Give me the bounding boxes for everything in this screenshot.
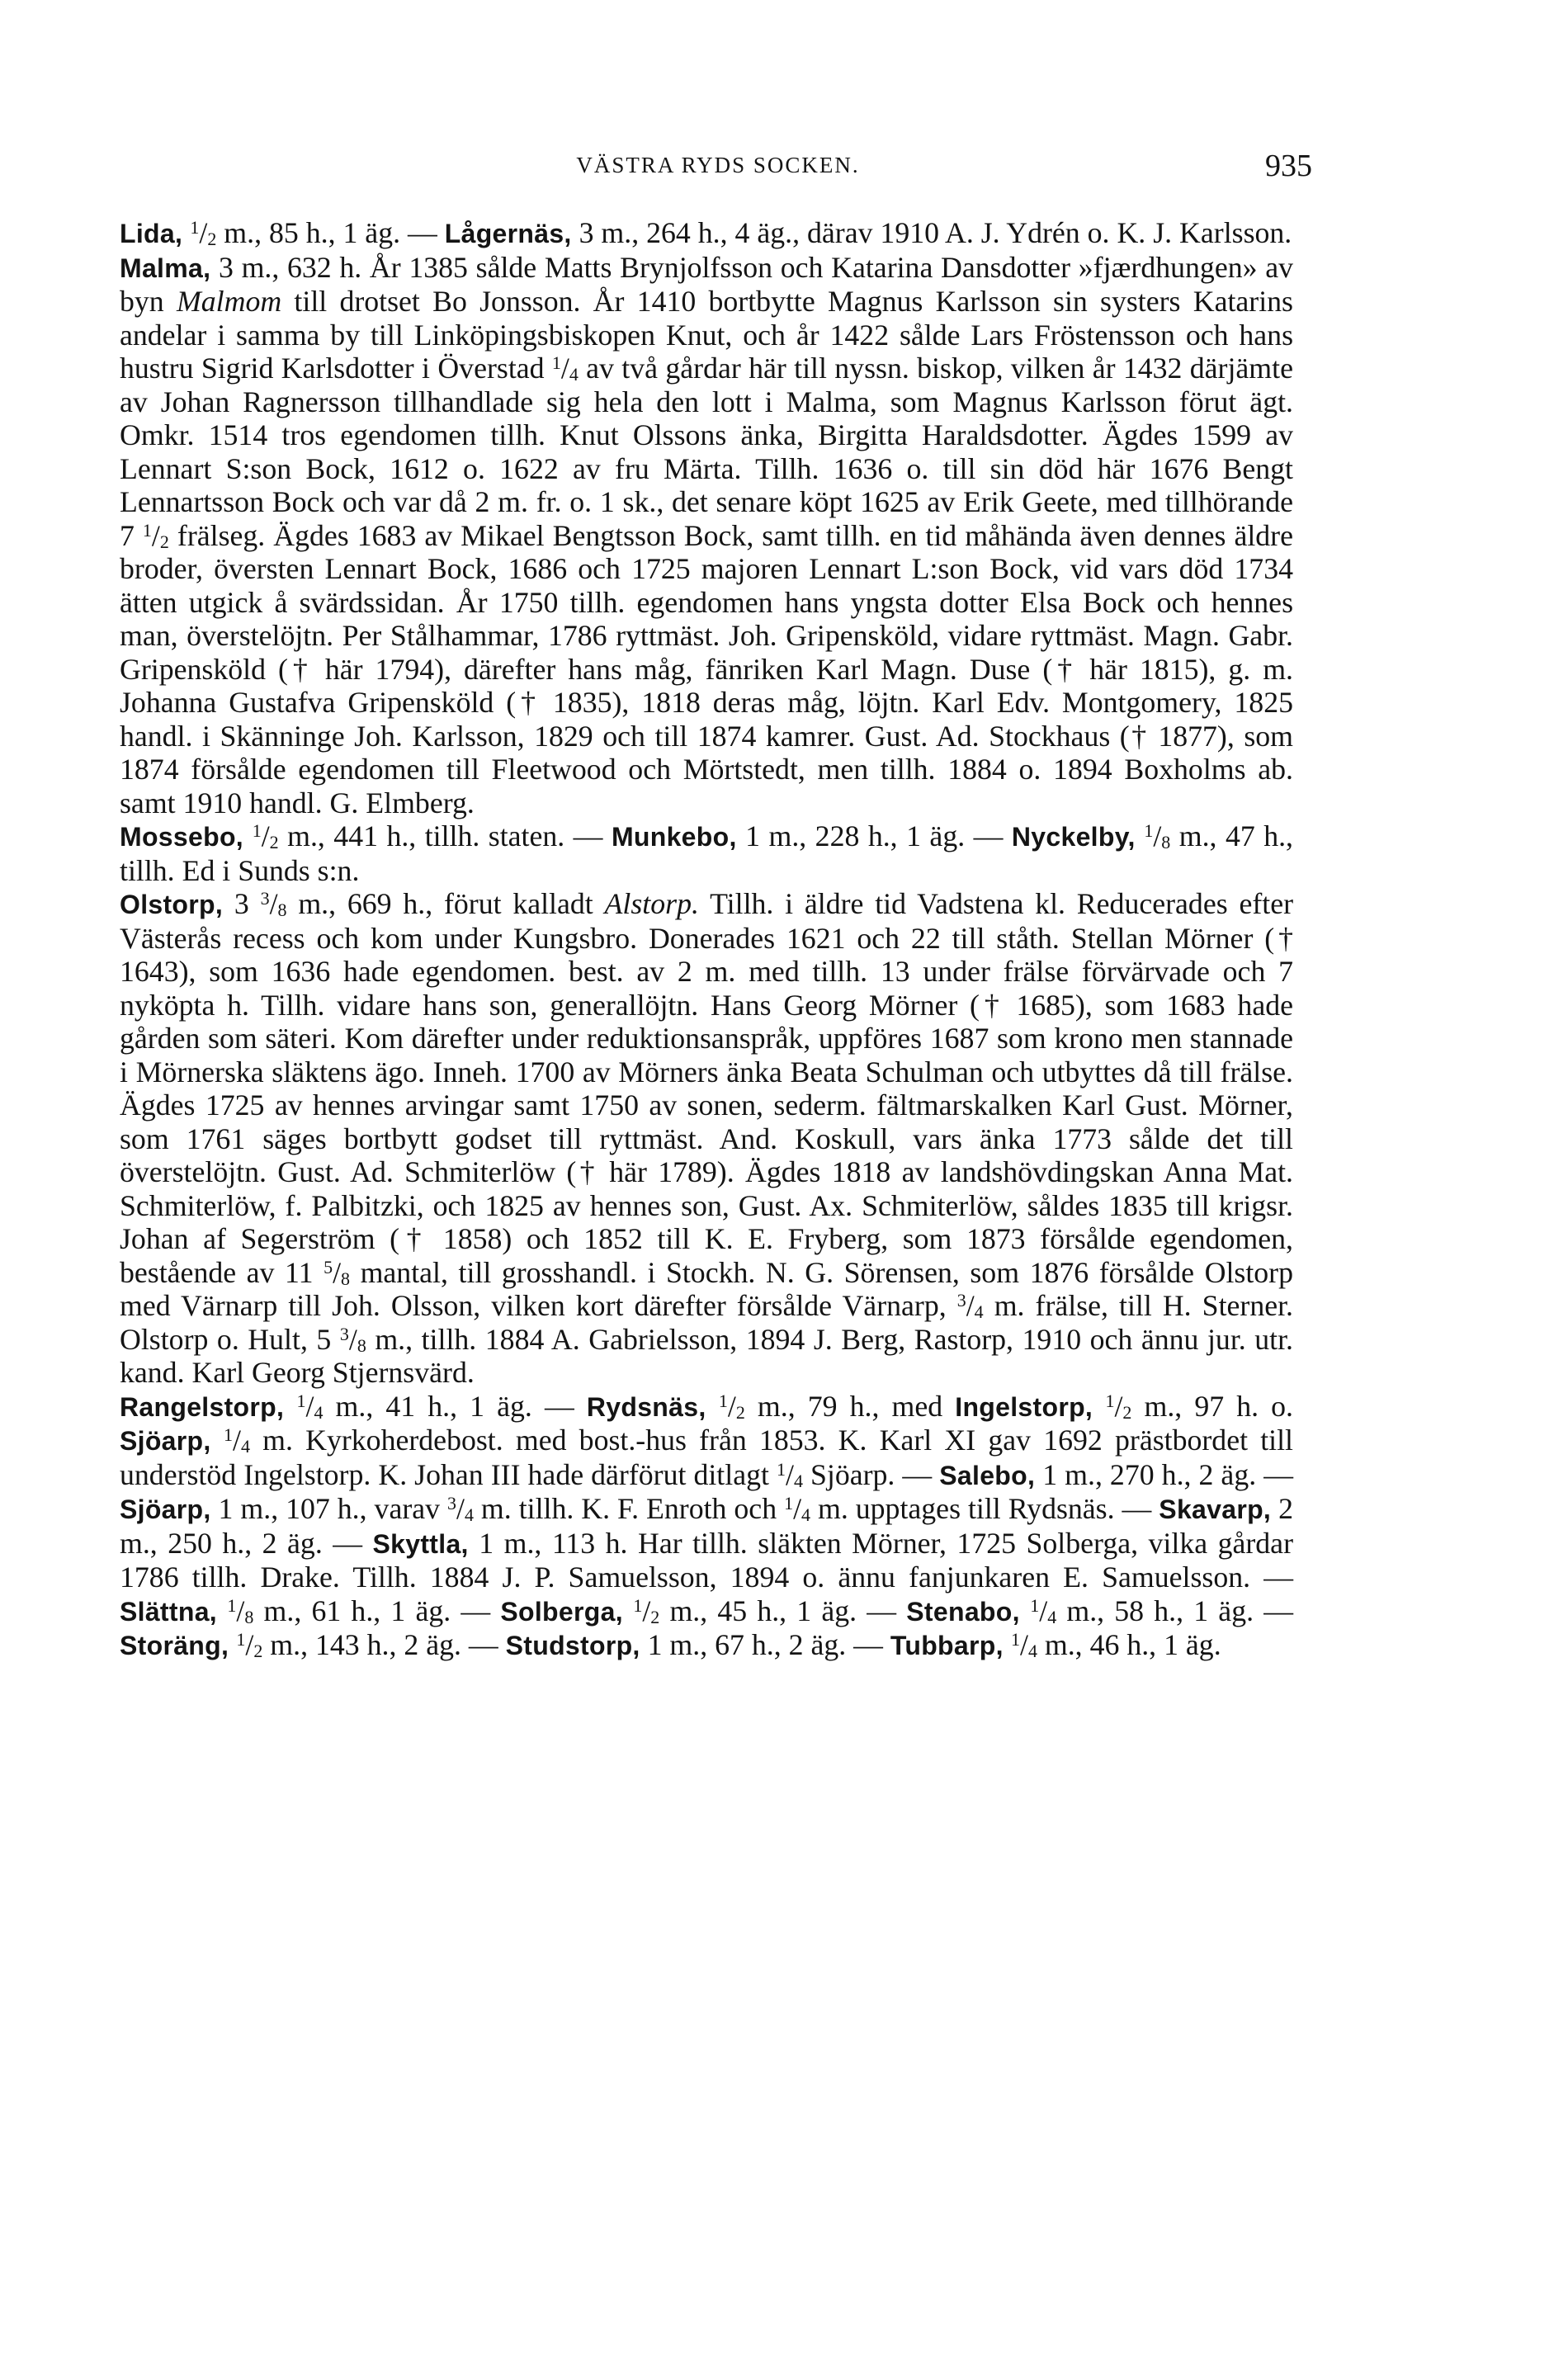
text-run: 1 m., 113 h. Har tillh. släkten Mörner, 1725 Solberga, vilka gårdar 1786 tillh. Drake. Tillh. 1884 J. P. Samuelsson, 1894 o. ännu fanjunkaren E. Samuelsson. — bbox=[120, 1526, 1293, 1594]
paragraph-malma bbox=[120, 251, 1293, 820]
text-run: / bbox=[727, 1389, 736, 1423]
text-run: / bbox=[456, 1492, 465, 1525]
fraction-part: 1 bbox=[236, 1629, 246, 1650]
place-name: Munkebo, bbox=[611, 822, 737, 852]
text-run: 1 m., 270 h., 2 äg. — bbox=[1035, 1457, 1294, 1491]
place-name: Lågernäs, bbox=[444, 219, 572, 248]
place-name: Solberga, bbox=[500, 1596, 634, 1627]
text-run: mantal, till grosshandl. i Stockh. N. G. Sörensen, som 1876 försålde Olstorp med Värnarp till Joh. Olsson, vilken kort därefter försålde Värnarp, bbox=[120, 1255, 1293, 1322]
text-run: m., 143 h., 2 äg. — bbox=[262, 1628, 506, 1661]
fraction-part: 2 bbox=[650, 1606, 660, 1627]
fraction-part: 1 bbox=[776, 1458, 786, 1480]
fraction-part: 2 bbox=[159, 531, 169, 552]
text-run: m., 97 h. o. bbox=[1131, 1389, 1293, 1423]
fraction-part: 1 bbox=[1144, 820, 1154, 841]
text-run: frälseg. Ägdes 1683 av Mikael Bengtsson Bock, samt tillh. en tid måhända även dennes äldre broder, översten Lennart Bock, 1686 och 1725 majoren Lennart L:son Bock, vid vars död 1734 ätten utgick å svärdssidan. År 1750 tillh. egendomen hans yngsta dotter Elsa Bock och hennes man, överstelöjtn. Per Stålhammar, 1786 ryttmäst. Joh. Gripensköld, vidare ryttmäst. Magn. Gabr. Gripensköld († här 1794), därefter hans måg, fänriken Karl Magn. Duse († här 1815), g. m. Johanna Gustafva Gripensköld († 1835), 1818 deras måg, löjtn. Karl Edv. Montgomery, 1825 handl. i Skänninge Joh. Karlsson, 1829 och till 1874 kamrer. Gust. Ad. Stockhaus († 1877), som 1874 försålde egendomen till Fleetwood och Mörtstedt, men tillh. 1884 o. 1894 Boxholms ab. samt 1910 handl. G. Elmberg. bbox=[120, 518, 1293, 819]
text-run: m., 46 h., 1 äg. bbox=[1037, 1628, 1221, 1661]
fraction-part: 1 bbox=[190, 217, 200, 238]
fraction-part: 4 bbox=[801, 1504, 811, 1525]
fraction-part: 1 bbox=[224, 1424, 233, 1445]
fraction-part: 5 bbox=[324, 1256, 333, 1277]
text-run: 3 m., 632 h. År 1385 sålde Matts Brynjolfsson och Katarina Dansdotter »fjærdhungen» av byn bbox=[120, 250, 1293, 318]
text-run: m. Kyrkoherdebost. med bost.-hus från 1853. K. Karl XI gav 1692 prästbordet till understöd Ingelstorp. K. Johan III hade därförut ditlagt bbox=[120, 1424, 1294, 1491]
text-run: 1 m., 107 h., varav bbox=[210, 1492, 448, 1525]
text-run: / bbox=[793, 1492, 802, 1525]
text-run: 2 m., 250 h., 2 äg. — bbox=[120, 1492, 1293, 1560]
text-run: / bbox=[333, 1255, 342, 1289]
fraction-part: 8 bbox=[357, 1334, 366, 1356]
place-name: Rydsnäs, bbox=[586, 1391, 719, 1422]
place-name: Storäng, bbox=[120, 1631, 237, 1660]
paragraph-mossebo bbox=[120, 819, 1293, 887]
place-name: Stenabo, bbox=[906, 1596, 1031, 1627]
fraction-part: 4 bbox=[569, 364, 579, 385]
fraction-part: 1 bbox=[296, 1390, 306, 1411]
text-run: m. upptages till Rydsnäs. — bbox=[810, 1492, 1159, 1525]
fraction-part: 3 bbox=[447, 1493, 457, 1513]
text-run: / bbox=[245, 1628, 254, 1661]
running-head: VÄSTRA RYDS SOCKEN. bbox=[576, 153, 860, 177]
body-text bbox=[120, 216, 1293, 1663]
fraction-part: 4 bbox=[464, 1504, 474, 1525]
fraction-part: 1 bbox=[718, 1390, 728, 1411]
text-run: / bbox=[1019, 1628, 1028, 1661]
text-run: / bbox=[1039, 1594, 1048, 1627]
fraction-part: 2 bbox=[1122, 1401, 1132, 1423]
text-run: / bbox=[966, 1289, 975, 1322]
text-run: / bbox=[642, 1594, 651, 1627]
fraction-part: 4 bbox=[974, 1301, 984, 1322]
place-name: Sjöarp, bbox=[120, 1426, 224, 1456]
fraction-part: 1 bbox=[227, 1594, 237, 1616]
fraction-part: 1 bbox=[1030, 1594, 1040, 1616]
text-run: m., tillh. 1884 A. Gabrielsson, 1894 J. Berg, Rastorp, 1910 och ännu jur. utr. kand. Karl Georg Stjernsvärd. bbox=[120, 1322, 1293, 1389]
fraction-part: 4 bbox=[314, 1401, 324, 1423]
text-run: / bbox=[1114, 1389, 1123, 1423]
place-name: Lida, bbox=[120, 219, 191, 248]
place-name: Mossebo, bbox=[120, 822, 253, 852]
italic-text: Alstorp. bbox=[604, 887, 699, 920]
place-name: Tubbarp, bbox=[890, 1631, 1011, 1660]
fraction-part: 8 bbox=[1161, 832, 1171, 852]
text-run: / bbox=[269, 887, 278, 920]
place-name: Olstorp, bbox=[120, 890, 224, 919]
fraction-part: 3 bbox=[956, 1290, 966, 1310]
place-name: Skavarp, bbox=[1159, 1495, 1272, 1524]
text-run: / bbox=[560, 352, 569, 385]
text-run: m. tillh. K. F. Enroth och bbox=[473, 1492, 785, 1525]
fraction-part: 1 bbox=[142, 519, 152, 541]
text-run: m., 47 h., tillh. Ed i Sunds s:n. bbox=[120, 819, 1293, 887]
fraction-part: 1 bbox=[252, 820, 262, 841]
place-name: Skyttla, bbox=[372, 1528, 469, 1559]
text-run: m., 85 h., 1 äg. — bbox=[216, 216, 445, 249]
text-run: 3 m., 264 h., 4 äg., därav 1910 A. J. Ydrén o. K. J. Karlsson. bbox=[571, 216, 1292, 249]
text-run: 3 bbox=[223, 887, 261, 920]
place-name: Rangelstorp, bbox=[120, 1391, 297, 1422]
fraction-part: 2 bbox=[207, 229, 217, 249]
place-name: Slättna, bbox=[120, 1596, 228, 1627]
text-run: m., 441 h., tillh. staten. — bbox=[278, 819, 612, 852]
paragraph-olstorp bbox=[120, 887, 1293, 1390]
paragraph-rangelstorp bbox=[120, 1390, 1293, 1663]
text-run: / bbox=[151, 518, 160, 552]
text-run: m., 41 h., 1 äg. — bbox=[323, 1389, 587, 1423]
fraction-part: 3 bbox=[339, 1323, 349, 1344]
place-name: Ingelstorp, bbox=[955, 1391, 1106, 1422]
place-name: Nyckelby, bbox=[1011, 822, 1145, 852]
place-name: Studstorp, bbox=[505, 1631, 640, 1660]
page-header bbox=[124, 149, 1312, 189]
fraction-part: 4 bbox=[240, 1436, 250, 1457]
text-run: m., 61 h., 1 äg. — bbox=[253, 1594, 501, 1627]
text-run: 1 m., 67 h., 2 äg. — bbox=[640, 1628, 890, 1661]
fraction-part: 1 bbox=[784, 1493, 794, 1513]
text-run: / bbox=[199, 216, 208, 249]
text-run: m. frälse, till H. Sterner. Olstorp o. Hult, 5 bbox=[120, 1289, 1293, 1356]
text-run: / bbox=[233, 1424, 241, 1457]
text-run: / bbox=[305, 1389, 314, 1423]
fraction-part: 4 bbox=[1027, 1641, 1037, 1661]
fraction-part: 8 bbox=[244, 1606, 254, 1627]
text-run: m., 45 h., 1 äg. — bbox=[659, 1594, 907, 1627]
fraction-part: 1 bbox=[1105, 1390, 1115, 1411]
fraction-part: 8 bbox=[341, 1268, 351, 1289]
text-run: Tillh. i äldre tid Vadstena kl. Reducerades efter Västerås recess och kom under Kungsbro. Donerades 1621 och 22 till ståth. Stellan Mörner († 1643), som 1636 hade egendomen. best. av 2 m. med tillh. 13 under frälse förvärvade och 7 nyköpta h. Tillh. vidare hans son, generallöjtn. Hans Georg Mörner († 1685), som 1683 hade gården som säteri. Kom därefter under reduktionsanspråk, uppföres 1687 som krono men stannade i Mörnerska släktens ägo. Inneh. 1700 av Mörners änka Beata Schulman och utbyttes då till frälse. Ägdes 1725 av hennes arvingar samt 1750 av sonen, sederm. fältmarskalken Karl Gust. Mörner, som 1761 säges bortbytt godset till ryttmäst. And. Koskull, vars änka 1773 sålde det till överstelöjtn. Gust. Ad. Schmiterlöw († här 1789). Ägdes 1818 av landshövdingskan Anna Mat. Schmiterlöw, f. Palbitzki, och 1825 av hennes son, Gust. Ax. Schmiterlöw, såldes 1835 till krigsr. Johan af Segerström († 1858) och 1852 till K. E. Fryberg, som 1873 försålde egendomen, bestående av 11 bbox=[120, 887, 1294, 1289]
fraction-part: 1 bbox=[1010, 1629, 1020, 1650]
fraction-part: 8 bbox=[277, 900, 287, 920]
place-name: Malma, bbox=[120, 253, 211, 283]
place-name: Salebo, bbox=[939, 1460, 1036, 1490]
text-run: av två gårdar här till nyssn. biskop, vilken år 1432 därjämte av Johan Ragnersson tillhandlade sig hela den lott i Malma, som Magnus Karlsson förut ägt. Omkr. 1514 tros egendomen tillh. Knut Olssons änka, Birgitta Haraldsdotter. Ägdes 1599 av Lennart S:son Bock, 1612 o. 1622 av fru Märta. Tillh. 1636 o. till sin död här 1676 Bengt Lennartsson Bock och var då 2 m. fr. o. 1 sk., det senare köpt 1625 av Erik Geete, med tillhörande 7 bbox=[120, 352, 1293, 552]
fraction-part: 2 bbox=[253, 1641, 263, 1661]
paragraph-lida bbox=[120, 216, 1293, 251]
fraction-part: 2 bbox=[735, 1401, 745, 1423]
text-run: / bbox=[261, 819, 270, 852]
text-run: / bbox=[1153, 819, 1162, 852]
page-number: 935 bbox=[1265, 149, 1312, 183]
fraction-part: 4 bbox=[793, 1470, 803, 1491]
text-run: m., 669 h., förut kalladt bbox=[286, 887, 605, 920]
italic-text: Malmom bbox=[176, 285, 282, 318]
text-run: till drotset Bo Jonsson. År 1410 bortbytte Magnus Karlsson sin systers Katarins andelar i samma by till Linköpingsbiskopen Knut, och år 1422 sålde Lars Fröstensson och hans hustru Sigrid Karlsdotter i Överstad bbox=[120, 285, 1293, 385]
text-run: Sjöarp. — bbox=[802, 1457, 940, 1491]
text-run: / bbox=[785, 1457, 794, 1491]
text-run: m., 58 h., 1 äg. — bbox=[1056, 1594, 1294, 1627]
fraction-part: 1 bbox=[633, 1594, 643, 1616]
fraction-part: 3 bbox=[260, 888, 270, 909]
text-run: / bbox=[348, 1322, 357, 1356]
text-run: m., 79 h., med bbox=[744, 1389, 956, 1423]
fraction-part: 4 bbox=[1047, 1606, 1057, 1627]
text-run: / bbox=[236, 1594, 245, 1627]
fraction-part: 1 bbox=[551, 352, 561, 373]
text-run: 1 m., 228 h., 1 äg. — bbox=[736, 819, 1012, 852]
fraction-part: 2 bbox=[269, 832, 279, 852]
place-name: Sjöarp, bbox=[120, 1495, 211, 1524]
